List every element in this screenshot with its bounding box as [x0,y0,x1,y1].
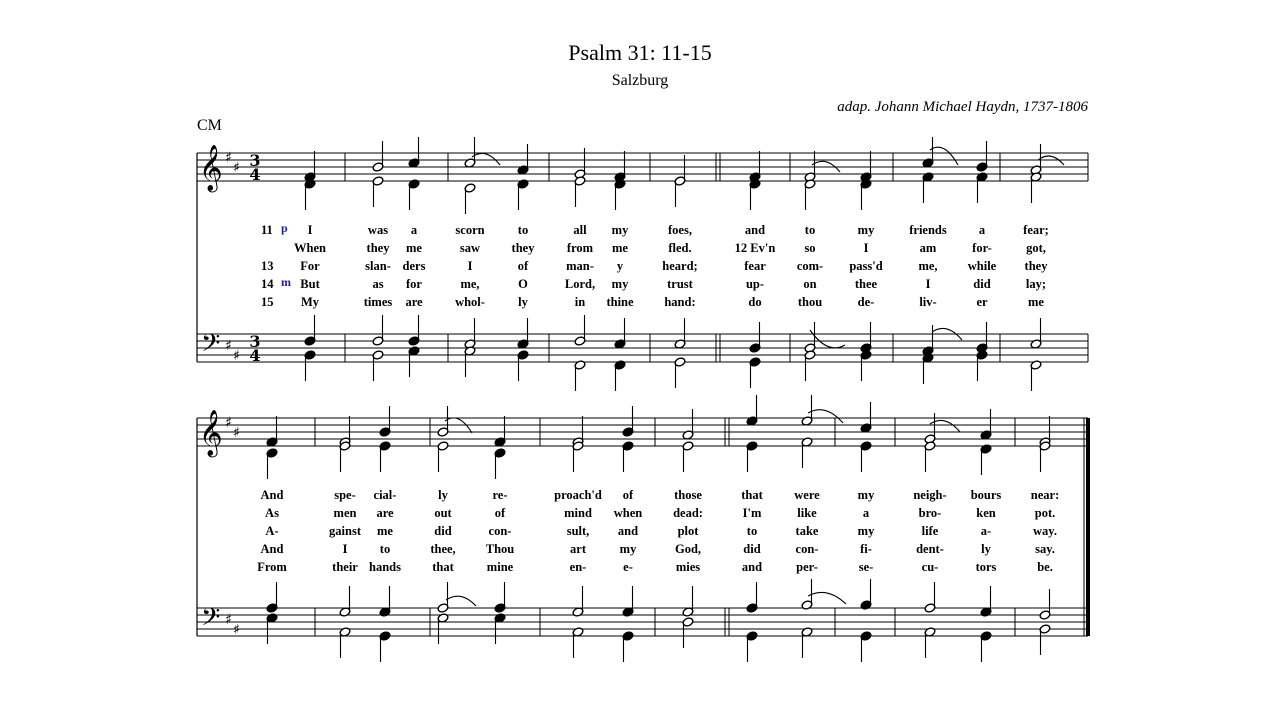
verse-number: 15 [261,295,274,309]
lyric-syllable: Lord, [564,277,596,291]
lyric-syllable: friends [909,223,947,237]
lyric-syllable: ly [981,542,991,556]
lyric-syllable: my [611,277,629,291]
sharp-icon: ♯ [225,338,232,354]
lyric-syllable: heard; [662,259,698,273]
slur [930,147,958,165]
lyric-syllable: ders [402,259,426,273]
lyric-syllable: saw [459,241,481,255]
lyric-syllable: while [967,259,997,273]
hymn-title: Psalm 31: 11-15 [568,40,712,65]
composer-credit: adap. Johann Michael Haydn, 1737-1806 [837,99,1088,115]
lyric-syllable: my [857,223,875,237]
time-signature-top: 3 [249,332,261,351]
lyric-syllable: fi- [860,542,872,556]
lyric-syllable: I [307,223,313,237]
lyric-syllable: Thou [485,542,515,556]
lyric-syllable: my [619,542,637,556]
lyric-syllable: did [743,542,761,556]
lyric-syllable: And [260,488,284,502]
lyric-syllable: was [367,223,389,237]
lyric-syllable: me [612,241,628,255]
lyric-syllable: for [406,277,422,291]
lyric-syllable: to [804,223,816,237]
lyric-syllable: my [857,524,875,538]
lyric-syllable: all [573,223,587,237]
lyric-syllable: were [794,488,820,502]
lyric-syllable: I'm [742,506,762,520]
lyric-syllable: take [795,524,819,538]
lyric-syllable: ken [976,506,996,520]
meter-label: CM [197,117,222,134]
sharp-icon: ♯ [233,622,240,638]
lyric-syllable: of [622,488,634,502]
time-signature-top: 3 [249,151,261,170]
lyric-syllable: art [570,542,586,556]
lyric-syllable: 12 Ev'n [734,241,776,255]
lyric-syllable: ly [438,488,448,502]
slur [810,330,845,348]
lyric-syllable: got, [1026,241,1046,255]
lyric-syllable: a [410,223,418,237]
sharp-icon: ♯ [225,150,232,166]
lyric-syllable: to [379,542,391,556]
lyric-syllable: from [566,241,594,255]
lyric-syllable: as [372,277,384,291]
lyric-syllable: those [674,488,702,502]
lyric-syllable: I [467,259,473,273]
lyric-syllable: thou [797,295,823,309]
lyric-syllable: a [978,223,986,237]
lyric-syllable: But [300,277,320,291]
lyric-syllable: bro- [918,506,942,520]
lyric-syllable: sult, [566,524,590,538]
sharp-icon: ♯ [225,612,232,628]
lyric-syllable: com- [796,259,824,273]
lyric-syllable: re- [492,488,508,502]
bass-clef-icon: 𝄢 [201,329,221,364]
verse-number: 14 [261,277,274,291]
lyric-syllable: me [377,524,393,538]
lyric-syllable: hands [369,560,401,574]
lyric-syllable: scorn [455,223,485,237]
lyric-syllable: man- [566,259,594,273]
lyric-syllable: way. [1033,524,1057,538]
lyric-syllable: A- [265,524,279,538]
lyric-syllable: ly [518,295,528,309]
time-signature-bottom: 4 [249,165,261,184]
lyric-syllable: thine [606,295,634,309]
lyric-syllable: mind [564,506,592,520]
sharp-icon: ♯ [233,425,240,441]
lyric-syllable: and [741,560,763,574]
lyric-syllable: cial- [373,488,397,502]
verse-number: 11 [261,223,273,237]
lyric-syllable: pass'd [849,259,883,273]
dynamic-marking: p [281,221,288,235]
lyric-syllable: fear [744,259,766,273]
lyric-syllable: be. [1037,560,1053,574]
lyric-syllable: mine [486,560,514,574]
lyric-syllable: to [746,524,758,538]
lyric-syllable: mies [675,560,701,574]
lyric-syllable: thee [854,277,878,291]
lyric-syllable: they [511,241,535,255]
lyric-syllable: am [919,241,937,255]
lyric-syllable: me [1028,295,1044,309]
lyric-syllable: gainst [329,524,361,538]
treble-clef-icon: 𝄞 [199,145,223,191]
tune-name: Salzburg [611,72,669,89]
lyric-syllable: fled. [668,241,692,255]
slur [808,592,846,604]
lyric-syllable: trust [667,277,693,291]
lyric-syllable: a- [980,524,992,538]
bass-clef-icon: 𝄢 [201,603,221,638]
lyric-syllable: a [862,506,870,520]
lyric-syllable: pot. [1034,506,1056,520]
lyric-syllable: lay; [1025,277,1047,291]
lyric-syllable: And [260,542,284,556]
lyric-syllable: their [332,560,358,574]
lyric-syllable: near: [1030,488,1060,502]
lyric-syllable: spe- [334,488,356,502]
treble-clef-icon: 𝄞 [199,410,223,456]
lyric-syllable: thee, [430,542,456,556]
lyric-syllable: of [494,506,506,520]
lyric-syllable: slan- [365,259,391,273]
sharp-icon: ♯ [225,415,232,431]
lyric-syllable: my [857,488,875,502]
slur [446,596,476,606]
time-signature-bottom: 4 [249,346,261,365]
lyric-syllable: out [434,506,452,520]
slur [472,153,500,165]
lyric-syllable: plot [677,524,699,538]
lyric-syllable: me, [918,259,938,273]
lyric-syllable: did [434,524,452,538]
lyric-syllable: men [333,506,357,520]
lyric-syllable: I [342,542,348,556]
lyric-syllable: they [1024,259,1048,273]
sharp-icon: ♯ [233,160,240,176]
lyric-syllable: me [406,241,422,255]
lyric-syllable: and [744,223,766,237]
lyric-syllable: do [748,295,762,309]
lyric-syllable: When [294,241,326,255]
lyric-syllable: hand: [664,295,696,309]
lyric-syllable: in [574,295,586,309]
lyric-syllable: say. [1035,542,1055,556]
lyric-syllable: My [300,295,320,309]
lyric-syllable: that [741,488,763,502]
lyric-syllable: en- [569,560,587,574]
lyric-syllable: e- [623,560,633,574]
lyric-syllable: er [976,295,988,309]
lyric-syllable: dead: [673,506,703,520]
lyric-syllable: O [518,277,528,291]
lyric-syllable: up- [745,277,765,291]
lyric-syllable: so [804,241,816,255]
lyric-syllable: God, [674,542,702,556]
lyric-syllable: they [366,241,390,255]
lyric-syllable: proach'd [554,488,602,502]
lyric-syllable: I [863,241,869,255]
lyric-syllable: times [363,295,393,309]
lyric-syllable: whol- [455,295,485,309]
lyric-syllable: y [616,259,624,273]
slur [808,410,843,423]
lyric-syllable: to [517,223,529,237]
lyric-syllable: From [257,560,287,574]
lyric-syllable: For [300,259,320,273]
lyric-syllable: for- [972,241,992,255]
lyric-syllable: liv- [919,295,937,309]
lyric-syllable: de- [857,295,875,309]
lyric-syllable: like [797,506,817,520]
lyric-syllable: life [921,524,939,538]
lyric-syllable: bours [970,488,1002,502]
verse-number: 13 [261,259,274,273]
lyric-syllable: tors [975,560,997,574]
lyric-syllable: of [517,259,529,273]
dynamic-marking: m [281,275,291,289]
lyric-syllable: cu- [921,560,939,574]
lyric-syllable: are [405,295,423,309]
lyric-syllable: per- [796,560,818,574]
lyric-syllable: and [617,524,639,538]
lyric-syllable: did [973,277,991,291]
lyric-syllable: As [265,506,279,520]
lyric-syllable: on [803,277,817,291]
lyric-syllable: neigh- [913,488,947,502]
lyric-syllable: are [376,506,394,520]
lyric-syllable: that [432,560,454,574]
lyric-syllable: con- [488,524,512,538]
sharp-icon: ♯ [233,348,240,364]
lyric-syllable: I [925,277,931,291]
lyric-syllable: foes, [668,223,692,237]
lyric-syllable: me, [460,277,480,291]
lyric-syllable: when [613,506,643,520]
lyric-syllable: con- [795,542,819,556]
lyric-syllable: fear; [1023,223,1049,237]
lyric-syllable: se- [858,560,874,574]
lyric-syllable: my [611,223,629,237]
lyric-syllable: dent- [916,542,944,556]
